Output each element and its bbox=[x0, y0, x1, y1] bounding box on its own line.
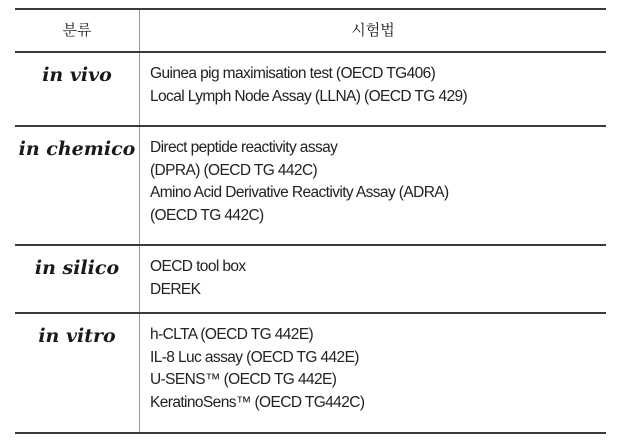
method-line: Guinea pig maximisation test (OECD TG406) bbox=[150, 65, 436, 82]
row-category: in chemico bbox=[18, 138, 136, 160]
method-line: (OECD TG 442C) bbox=[150, 206, 264, 224]
row-category: in vitro bbox=[38, 325, 116, 347]
column-divider bbox=[139, 127, 140, 244]
row-methods bbox=[150, 246, 606, 312]
method-line: KeratinoSens™ (OECD TG442C) bbox=[150, 393, 365, 411]
table-bottom-rule bbox=[15, 432, 606, 434]
method-line: U-SENS™ (OECD TG 442E) bbox=[150, 371, 337, 388]
method-line: Direct peptide reactivity assay bbox=[150, 139, 338, 156]
method-line: (DPRA) (OECD TG 442C) bbox=[150, 161, 318, 179]
table-row bbox=[15, 53, 606, 125]
method-line: IL-8 Luc assay (OECD TG 442E) bbox=[150, 348, 359, 366]
method-line: h-CLTA (OECD TG 442E) bbox=[150, 326, 314, 343]
method-line: DEREK bbox=[150, 280, 201, 298]
header-method: 시험법 bbox=[351, 21, 395, 39]
row-methods bbox=[150, 127, 606, 244]
table-row bbox=[15, 127, 606, 244]
column-divider bbox=[139, 314, 140, 432]
method-line: Local Lymph Node Assay (LLNA) (OECD TG 429) bbox=[150, 87, 468, 105]
row-category: in vivo bbox=[42, 64, 112, 86]
table-header bbox=[15, 10, 606, 51]
method-line: OECD tool box bbox=[150, 258, 246, 275]
header-category: 분류 bbox=[62, 21, 92, 39]
method-line: Amino Acid Derivative Reactivity Assay (ADRA) bbox=[150, 184, 449, 201]
row-methods bbox=[150, 314, 606, 432]
row-methods bbox=[150, 53, 606, 125]
header-column-divider bbox=[139, 10, 140, 51]
column-divider bbox=[139, 246, 140, 312]
row-category: in silico bbox=[34, 257, 120, 279]
table-row bbox=[15, 246, 606, 312]
column-divider bbox=[139, 53, 140, 125]
table-row bbox=[15, 314, 606, 432]
